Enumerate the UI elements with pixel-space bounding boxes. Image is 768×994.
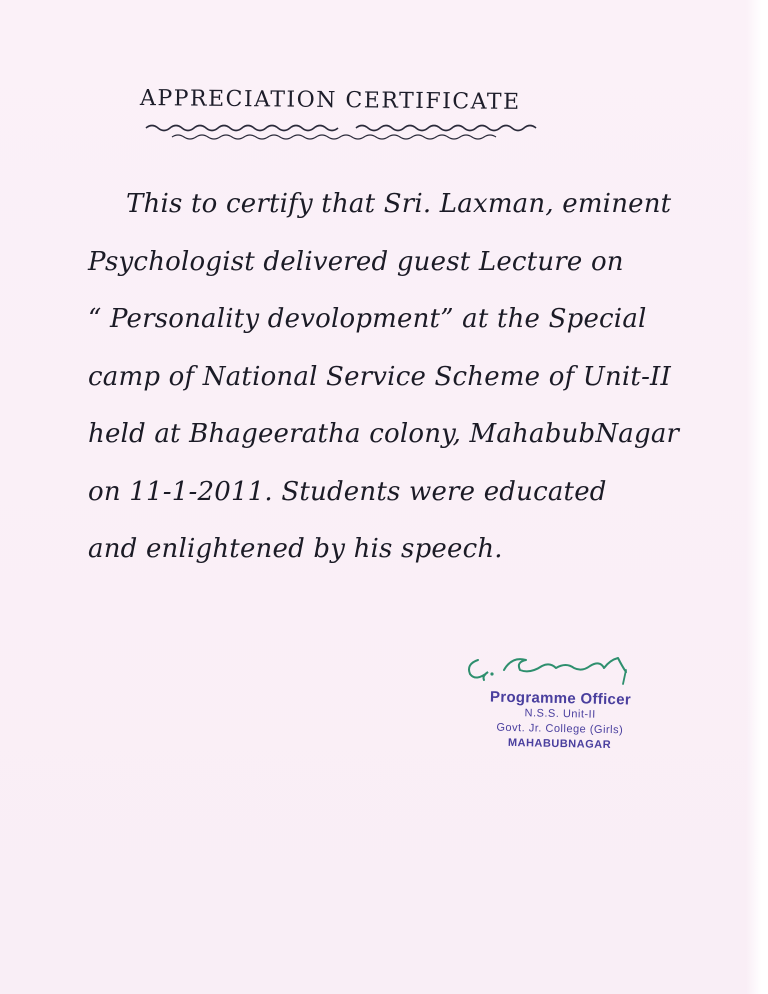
body-line: “ Personality devolopment” at the Special: [88, 304, 647, 334]
body-line: Psychologist delivered guest Lecture on: [88, 246, 624, 277]
heading-wavy-underline: [142, 118, 542, 142]
certificate-heading: APPRECIATION CERTIFICATE: [139, 86, 521, 115]
stamp-title: Programme Officer: [489, 688, 632, 709]
body-line: held at Bhageeratha colony, MahabubNagar: [88, 419, 680, 449]
paper-edge: [746, 0, 768, 994]
stamp-place: MAHABUBNAGAR: [507, 736, 612, 752]
certificate-body: [88, 176, 728, 579]
body-line: This to certify that Sri. Laxman, eminent: [126, 189, 672, 219]
stamp-unit: N.S.S. Unit-II: [524, 707, 596, 721]
stamp-college: Govt. Jr. College (Girls): [496, 721, 624, 737]
body-line: and enlightened by his speech.: [88, 534, 503, 564]
body-line: on 11-1-2011. Students were educated: [88, 476, 607, 507]
handwritten-signature: [458, 640, 658, 686]
official-stamp: [454, 688, 665, 754]
body-line: camp of National Service Scheme of Unit-II: [88, 361, 672, 392]
